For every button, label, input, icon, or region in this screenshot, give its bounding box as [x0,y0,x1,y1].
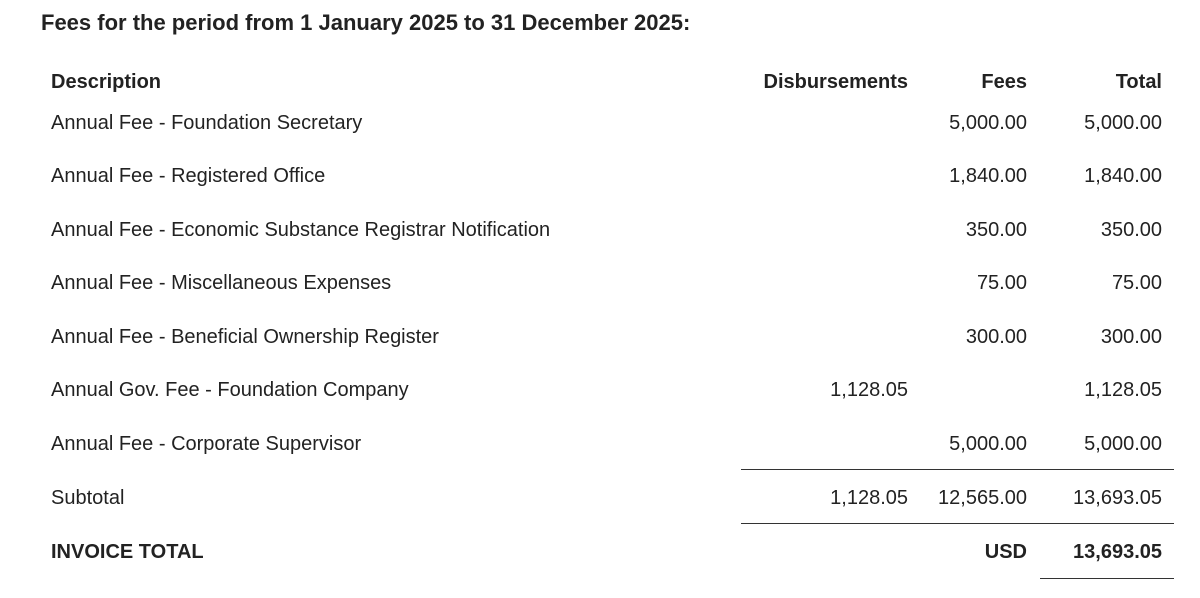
row-fees: 5,000.00 [949,112,1027,134]
row-fees: 1,840.00 [949,165,1027,187]
subtotal-disbursements: 1,128.05 [830,487,908,509]
row-fees: 300.00 [965,326,1027,348]
row-total: 300.00 [1100,326,1162,348]
row-fees: 5,000.00 [949,433,1027,455]
table-row [0,215,1200,245]
invoice-total-row [0,537,1200,567]
row-total: 75.00 [1111,272,1162,294]
table-row [0,108,1200,138]
column-header-fees: Fees [981,71,1027,93]
table-row [0,322,1200,352]
subtotal-total: 13,693.05 [1073,487,1162,509]
table-row [0,161,1200,191]
row-total: 1,128.05 [1084,379,1162,401]
table-row [0,429,1200,459]
column-header-disbursements: Disbursements [763,71,908,93]
row-fees: 350.00 [965,219,1027,241]
table-row [0,268,1200,298]
table-header-row [0,67,1200,97]
invoice-total-amount: 13,693.05 [1073,541,1162,563]
row-fees: 75.00 [976,272,1027,294]
subtotal-label: Subtotal [51,487,125,509]
row-description: Annual Fee - Economic Substance Registrar Notification [51,219,551,241]
invoice-total-underline [1040,578,1174,579]
table-row [0,375,1200,405]
row-total: 1,840.00 [1084,165,1162,187]
subtotal-top-rule [741,469,1174,470]
row-total: 5,000.00 [1084,433,1162,455]
row-description: Annual Fee - Registered Office [51,165,326,187]
row-description: Annual Fee - Corporate Supervisor [51,433,362,455]
row-description: Annual Fee - Beneficial Ownership Register [51,326,439,348]
column-header-total: Total [1115,71,1162,93]
row-description: Annual Fee - Foundation Secretary [51,112,363,134]
invoice-total-currency: USD [984,541,1027,563]
row-total: 350.00 [1100,219,1162,241]
column-header-description: Description [51,71,162,93]
subtotal-bottom-rule [741,523,1174,524]
subtotal-fees: 12,565.00 [938,487,1027,509]
subtotal-row [0,483,1200,513]
row-disbursements: 1,128.05 [830,379,908,401]
row-total: 5,000.00 [1084,112,1162,134]
invoice-total-label: INVOICE TOTAL [51,541,204,563]
row-description: Annual Gov. Fee - Foundation Company [51,379,409,401]
fees-period-heading: Fees for the period from 1 January 2025 to 31 December 2025: [41,10,691,35]
row-description: Annual Fee - Miscellaneous Expenses [51,272,392,294]
